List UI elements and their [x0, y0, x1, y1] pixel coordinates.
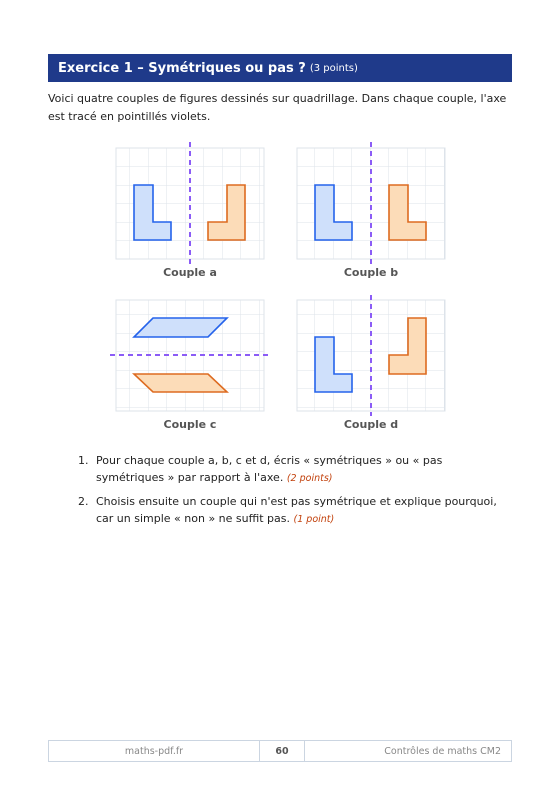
question-points: (1 point) [293, 514, 335, 525]
exercise-intro: Voici quatre couples de figures dessinés sur quadrillage. Dans chaque couple, l'axe est tracé en pointillés violets. [48, 92, 507, 123]
couple-c-figure [110, 300, 270, 431]
footer-site: maths-pdf.fr [124, 745, 184, 757]
exercise-title: Exercice 1 – Symétriques ou pas ? [58, 60, 306, 76]
couple-c-caption: Couple c [163, 418, 217, 431]
couple-a-figure [116, 142, 264, 279]
question-number: 1. [78, 454, 89, 467]
couple-b-figure [297, 142, 445, 279]
question-points: (2 points) [286, 473, 333, 484]
couple-a-caption: Couple a [163, 266, 217, 279]
couple-d-figure [297, 295, 445, 431]
exercise-points: (3 points) [309, 62, 358, 74]
question-item [78, 452, 512, 487]
question-item [78, 493, 512, 528]
couple-b-caption: Couple b [343, 266, 399, 279]
footer-page-number: 60 [259, 741, 305, 761]
question-list [78, 452, 512, 534]
question-text: Pour chaque couple a, b, c et d, écris « symétriques » ou « pas symétriques » par rapport à l'axe. [96, 454, 443, 484]
question-number: 2. [78, 495, 89, 508]
couple-d-caption: Couple d [343, 418, 399, 431]
question-text: Choisis ensuite un couple qui n'est pas symétrique et explique pourquoi, car un simple « non » ne suffit pas. [96, 495, 497, 525]
page-footer [48, 740, 512, 762]
footer-collection: Contrôles de maths CM2 [384, 745, 501, 757]
